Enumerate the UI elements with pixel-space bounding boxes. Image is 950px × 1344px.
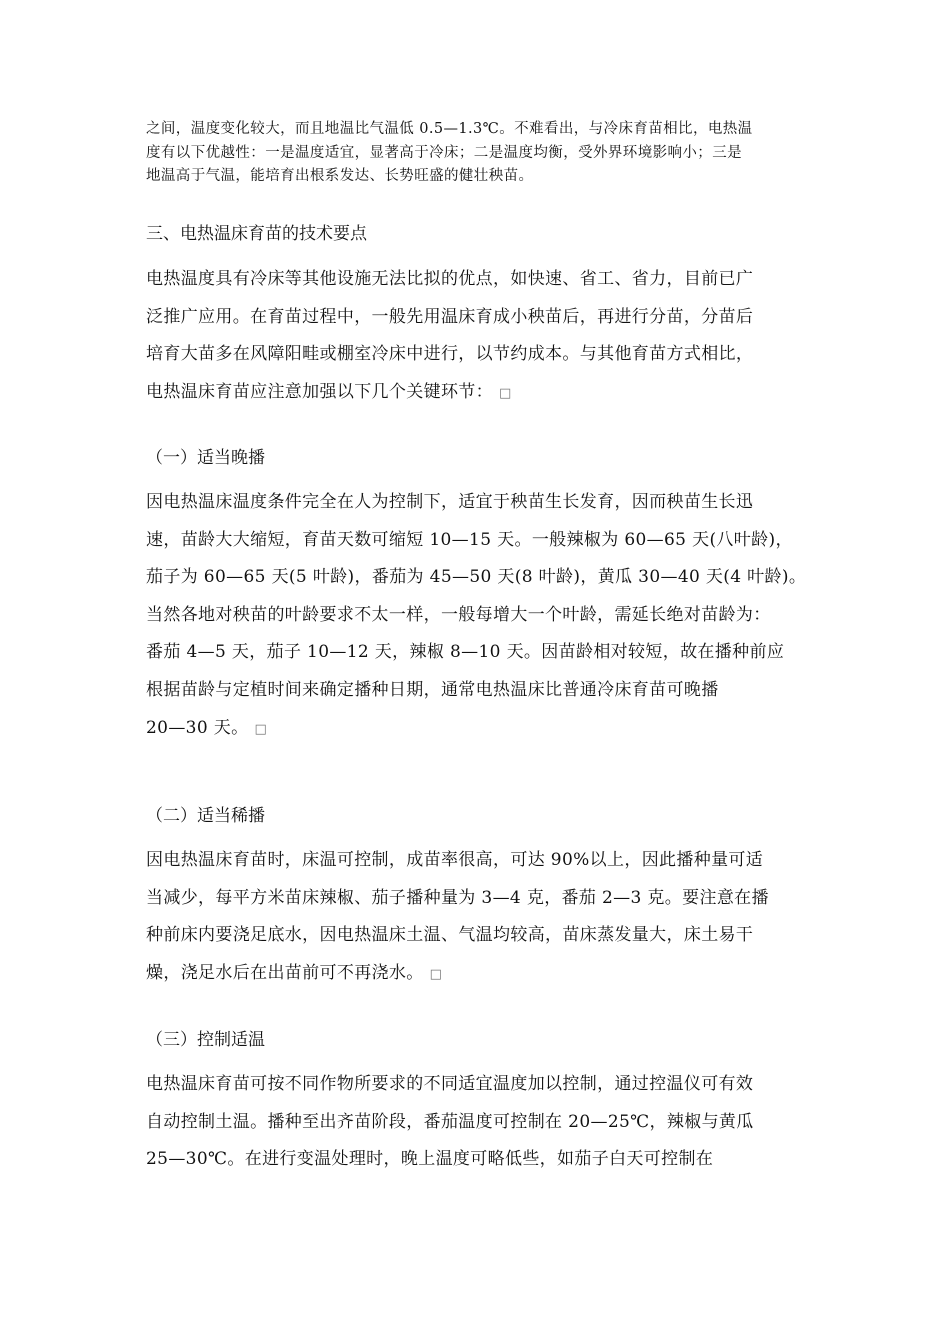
paragraph-line-last	[146, 374, 814, 412]
paragraph-line: 因电热温床温度条件完全在人为控制下，适宜于秧苗生长发育，因而秧苗生长迅	[146, 492, 754, 512]
intro-paragraph	[146, 118, 814, 189]
paragraph-line: 培育大苗多在风障阳畦或棚室冷床中进行，以节约成本。与其他育苗方式相比，	[146, 344, 754, 365]
paragraph-line: 自动控制土温。播种至出齐苗阶段，番茄温度可控制在 20—25℃，辣椒与黄瓜	[146, 1111, 754, 1132]
temperature-control-paragraph	[146, 1066, 814, 1179]
paragraph-line: 因电热温床育苗时，床温可控制，成苗率很高，可达 90%以上，因此播种量可适	[146, 850, 764, 870]
paragraph-line: 根据苗龄与定植时间来确定播种日期，通常电热温床比普通冷床育苗可晚播	[146, 679, 719, 700]
paragraph-line: 电热温度具有冷床等其他设施无法比拟的优点，如快速、省工、省力，目前已广	[146, 269, 754, 289]
main-paragraph	[146, 261, 814, 411]
paragraph-line: 种前床内要浇足底水，因电热温床土温、气温均较高，苗床蒸发量大，床土易干	[146, 925, 754, 946]
late-sowing-paragraph	[146, 484, 814, 747]
paragraph-text: 20—30 天。	[146, 717, 249, 738]
paragraph-line-last	[146, 710, 814, 748]
paragraph-text: 电热温床育苗应注意加强以下几个关键环节：	[146, 381, 493, 402]
paragraph-line: 当然各地对秧苗的叶龄要求不太一样，一般每增大一个叶龄，需延长绝对苗龄为：	[146, 604, 771, 625]
paragraph-line: 番茄 4—5 天，茄子 10—12 天，辣椒 8—10 天。因苗龄相对较短，故在播种前应	[146, 642, 785, 663]
paragraph-text: 燥，浇足水后在出苗前可不再浇水。	[146, 962, 424, 983]
paragraph-mark-icon: □	[254, 721, 268, 737]
paragraph-line-last	[146, 955, 814, 993]
subheading-temperature-control: （三）控制适温	[146, 1030, 265, 1050]
paragraph-line: 电热温床育苗可按不同作物所要求的不同适宜温度加以控制，通过控温仪可有效	[146, 1074, 754, 1094]
subheading-late-sowing: （一）适当晚播	[146, 448, 265, 468]
intro-line: 度有以下优越性：一是温度适宜，显著高于冷床；二是温度均衡，受外界环境影响小；三是	[146, 144, 742, 161]
sparse-sowing-paragraph	[146, 842, 814, 992]
paragraph-line: 速，苗龄大大缩短，育苗天数可缩短 10—15 天。一般辣椒为 60—65 天(八叶龄)，	[146, 529, 793, 550]
paragraph-line: 25—30℃。在进行变温处理时，晚上温度可略低些，如茄子白天可控制在	[146, 1149, 714, 1170]
paragraph-mark-icon: □	[499, 385, 512, 401]
subheading-sparse-sowing: （二）适当稀播	[146, 806, 265, 826]
intro-line: 地温高于气温，能培育出根系发达、长势旺盛的健壮秧苗。	[146, 168, 534, 184]
paragraph-mark-icon: □	[429, 966, 443, 982]
paragraph-line: 当减少，每平方米苗床辣椒、茄子播种量为 3—4 克，番茄 2—3 克。要注意在播	[146, 887, 769, 908]
paragraph-line: 茄子为 60—65 天(5 叶龄)，番茄为 45—50 天(8 叶龄)，黄瓜 30—40 天(4 叶龄)。	[146, 567, 807, 588]
section-heading: 三、电热温床育苗的技术要点	[146, 224, 367, 244]
intro-line: 之间，温度变化较大，而且地温比气温低 0.5—1.3℃。不难看出，与冷床育苗相比，电热温	[146, 121, 753, 137]
paragraph-line: 泛推广应用。在育苗过程中，一般先用温床育成小秧苗后，再进行分苗，分苗后	[146, 306, 754, 327]
